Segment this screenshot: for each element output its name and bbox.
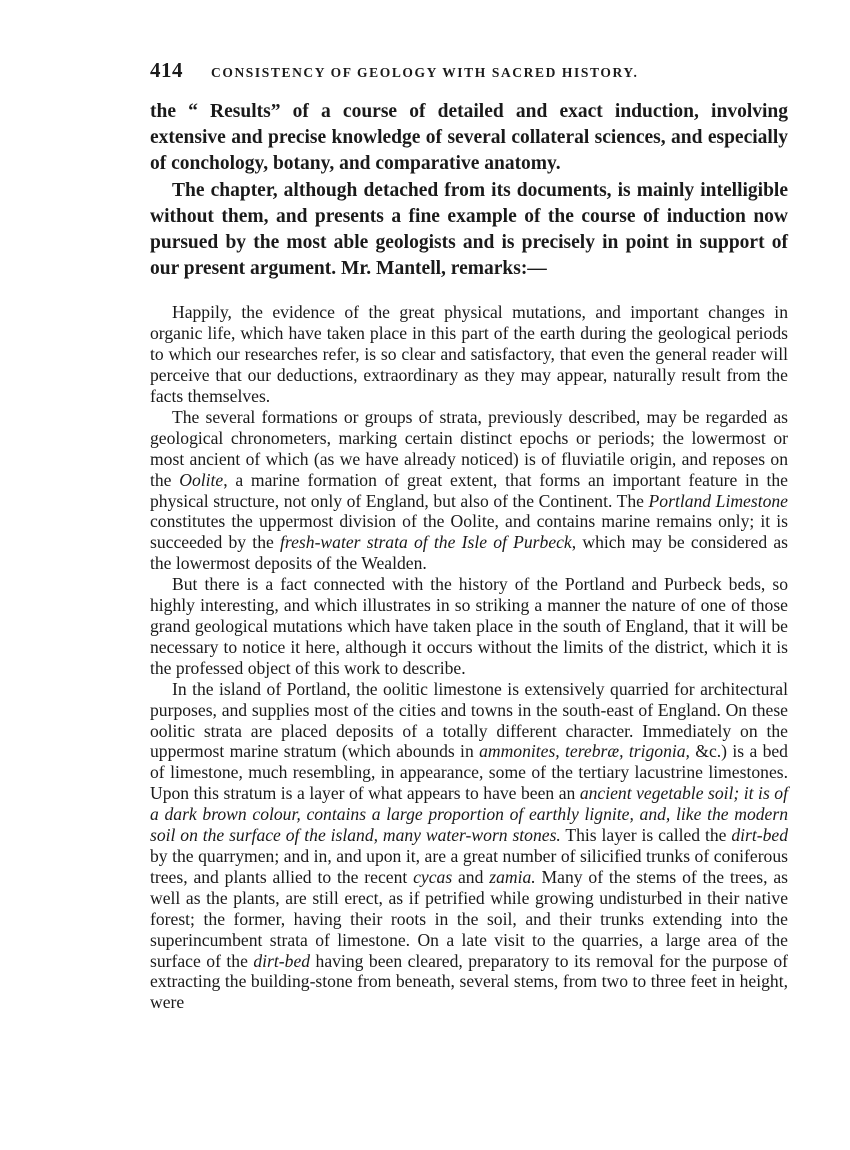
quote-paragraph-3: But there is a fact connected with the history of the Portland and Purbeck beds, so highly interesting, and which illustrates in so striking a manner the nature of one of those grand geological mutations which have taken place in the south of England, that it will be necessary to notice it here, although it occurs without the limits of the district, which it is the professed object of this work to describe. (150, 574, 788, 678)
text-run: This layer is called the (560, 825, 732, 846)
italic-term: zamia. (489, 866, 536, 887)
quoted-extract (150, 302, 788, 1013)
italic-term: Portland Limestone (648, 490, 788, 511)
quote-paragraph-2 (150, 407, 788, 574)
text-run: and (452, 866, 490, 887)
page-header (150, 58, 788, 83)
intro-paragraph-2: The chapter, although detached from its documents, is mainly intelligible without them, and presents a fine example of the course of induction now pursued by the most able geologists and is precisely in point in support of our present argument. Mr. Mantell, remarks:— (150, 179, 788, 280)
text-run: constitutes the uppermost division of the Oolite, and contains marine remains only; it is succeeded by the (150, 511, 788, 553)
quote-paragraph-4 (150, 679, 788, 1014)
text-run: The several formations or groups of strata, previously described, may be regarded as geological chronometers, marking certain distinct epochs or periods; the lowermost or most ancient of which (as we have already noticed) is of fluviatile origin, and reposes on the (150, 406, 788, 490)
text-run: , a marine formation of great extent, that forms an important feature in the physical structure, not only of England, but also of the Continent. The (150, 469, 788, 511)
text-run: Many of the stems of the trees, as well as the plants, are still erect, as if petrified while growing undisturbed in their native forest; the former, having their roots in the soil, and their trunks extending into the superincumbent strata of limestone. On a late visit to the quarries, a large area of the surface of the (150, 866, 789, 971)
quote-paragraph-1: Happily, the evidence of the great physical mutations, and important changes in organic life, which have taken place in this part of the earth during the geological periods to which our researches refer, is so clear and satisfactory, that even the general reader will perceive that our deductions, extraordinary as they may appear, naturally result from the facts themselves. (150, 302, 788, 407)
italic-term: ammonites, terebræ, trigonia, (479, 741, 690, 762)
page-number: 414 (150, 58, 183, 82)
text-run: &c.) is a bed of limestone, much resembling, in appearance, some of the tertiary lacustrine limestones. Upon this stratum is a layer of what appears to have been an (150, 741, 788, 804)
italic-term: cycas (413, 866, 453, 887)
italic-term: dirt-bed (731, 825, 788, 846)
running-head: CONSISTENCY OF GEOLOGY WITH SACRED HISTORY. (211, 65, 639, 80)
italic-passage: ancient vegetable soil; it is of a dark brown colour, contains a large proportion of earthly lignite, and, like the modern soil on the surface of the island, many water-worn stones. (150, 783, 788, 846)
italic-term: dirt-bed (253, 950, 311, 971)
text-run: In the island of Portland, the oolitic limestone is extensively quarried for architectural purposes, and supplies most of the cities and towns in the south-east of England. On these oolitic strata are placed deposits of a totally different character. Immediately on the uppermost marine stratum (which abounds in (150, 678, 788, 762)
italic-term: fresh-water strata of the Isle of Purbeck (280, 532, 572, 553)
text-run: by the quarrymen; and in, and upon it, are a great number of silicified trunks of coniferous trees, and plants allied to the recent (150, 845, 788, 887)
text-run: , which may be considered as the lowermost deposits of the Wealden. (150, 532, 788, 574)
intro-text (150, 99, 788, 282)
intro-paragraph-1: the “ Results” of a course of detailed and exact induction, involving extensive and precise knowledge of several collateral sciences, and especially of conchology, botany, and comparative anatomy. (150, 101, 788, 175)
text-run: having been cleared, preparatory to its removal for the purpose of extracting the building-stone from beneath, several stems, from two to three feet in height, were (150, 950, 788, 1013)
italic-term: Oolite (179, 469, 224, 490)
